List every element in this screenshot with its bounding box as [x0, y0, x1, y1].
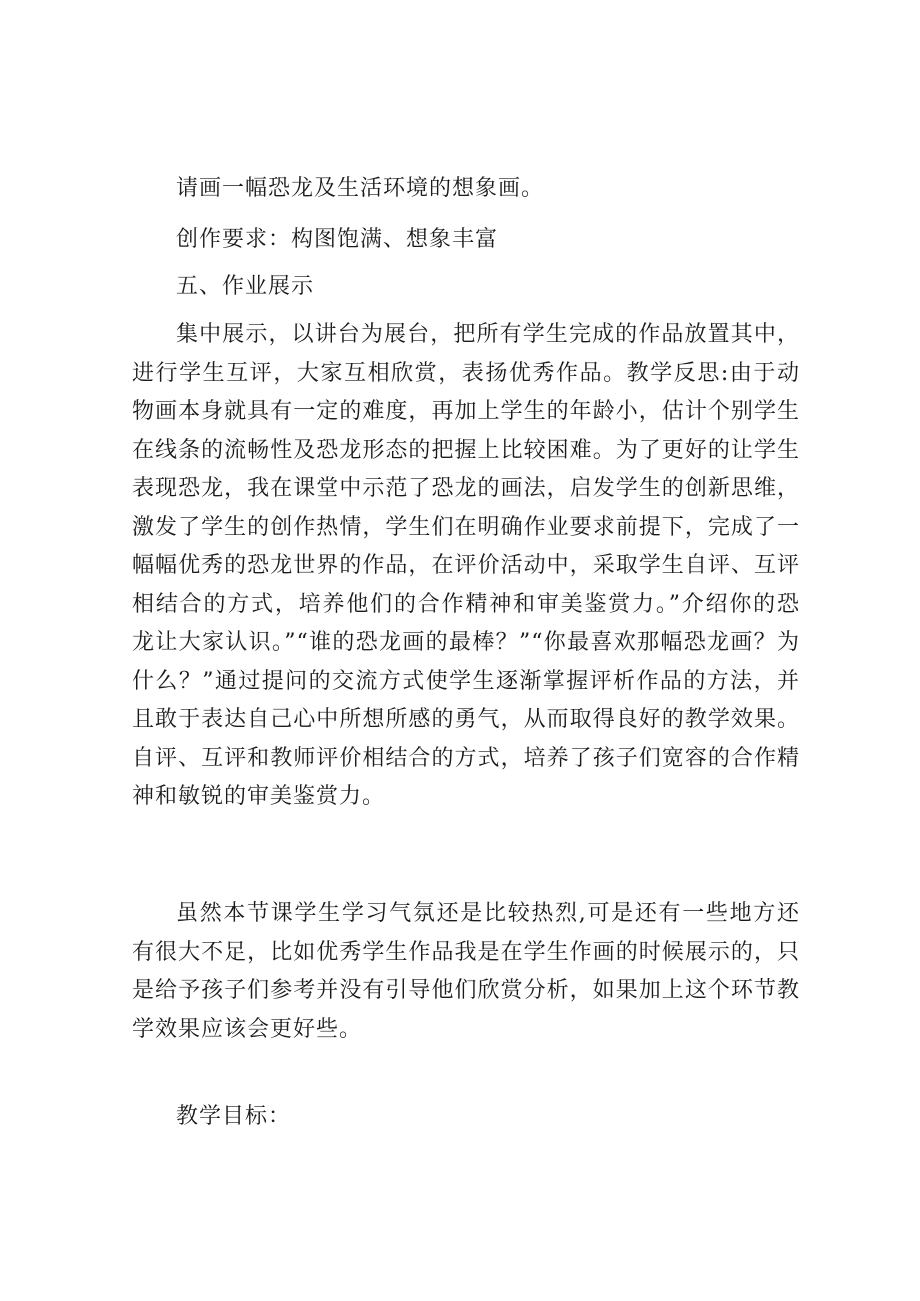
paragraph-assignment: 请画一幅恐龙及生活环境的想象画。 — [176, 176, 545, 201]
paragraph-shortcomings: 虽然本节课学生学习气氛还是比较热烈,可是还有一些地方还有很大不足，比如优秀学生作品我是在学生作画的时候展示的，只是给予孩子们参考并没有引导他们欣赏分析，如果加上这个环节教学效果应该会更好些。 — [132, 901, 800, 1042]
paragraph-showcase-reflection: 集中展示，以讲台为展台，把所有学生完成的作品放置其中，进行学生互评，大家互相欣赏，表扬优秀作品。教学反思:由于动物画本身就具有一定的难度，再加上学生的年龄小，估计个别学生在线条的流畅性及恐龙形态的把握上比较困难。为了更好的让学生表现恐龙，我在课堂中示范了恐龙的画法，启发学生的创新思维，激发了学生的创作热情，学生们在明确作业要求前提下，完成了一幅幅优秀的恐龙世界的作品，在评价活动中，采取学生自评、互评相结合的方式，培养他们的合作精神和审美鉴赏力。”介绍你的恐龙让大家认识。”“谁的恐龙画的最棒？”“你最喜欢那幅恐龙画？为什么？”通过提问的交流方式使学生逐渐掌握评析作品的方法，并且敢于表达自己心中所想所感的勇气，从而取得良好的教学效果。自评、互评和教师评价相结合的方式，培养了孩子们宽容的合作精神和敏锐的审美鉴赏力。 — [132, 322, 800, 809]
paragraph-requirements: 创作要求：构图饱满、想象丰富 — [176, 227, 499, 252]
section-heading-showcase: 五、作业展示 — [176, 274, 315, 299]
section-heading-objectives: 教学目标： — [176, 1104, 292, 1129]
